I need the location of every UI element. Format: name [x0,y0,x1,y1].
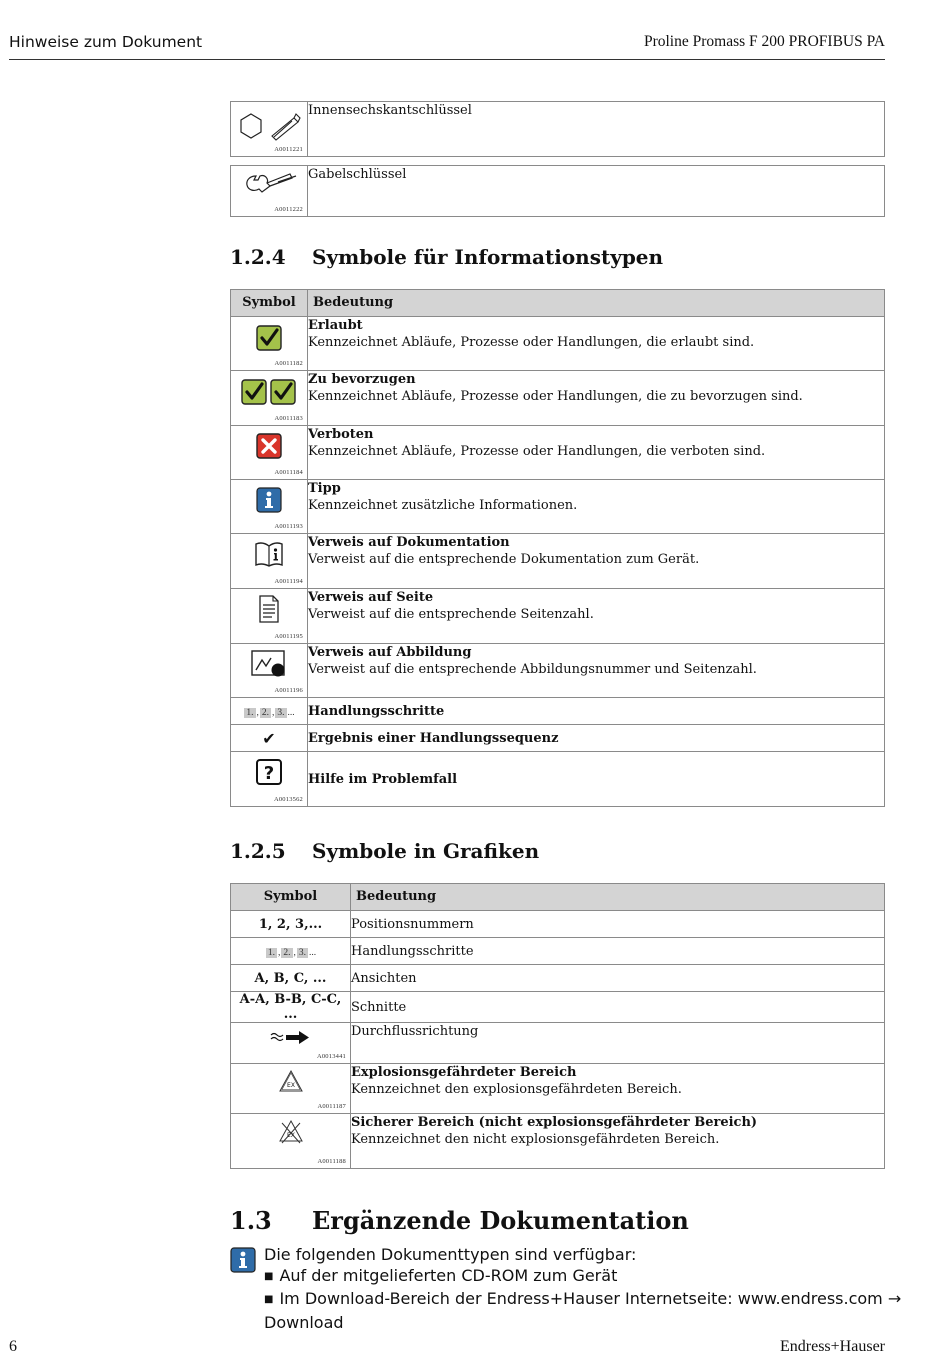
symbol-cell [231,644,308,698]
figure-code: A0011195 [274,633,303,640]
table-row [231,698,885,725]
meaning-desc: Handlungsschritte [351,938,885,965]
note-list-item: ■ Im Download-Bereich der Endress+Hauser Internetseite: www.endress.com → Download [264,1289,950,1333]
section-title: Symbole für Informationstypen [312,245,664,269]
meaning-cell [308,644,885,698]
meaning-desc: Ansichten [351,965,885,992]
footer-brand: Endress+Hauser [780,1338,885,1355]
meaning-desc: Schnitte [351,992,885,1023]
meaning-desc: Kennzeichnet Abläufe, Prozesse oder Handlungen, die erlaubt sind. [308,335,755,350]
meaning-cell [308,426,885,480]
meaning-title: Verweis auf Dokumentation [308,535,510,550]
meaning-title: Handlungsschritte [308,698,885,725]
symbol-cell [231,480,308,534]
symbol-cell [231,1114,351,1169]
section-title: Ergänzende Dokumentation [312,1206,689,1235]
col-header-symbol: Symbol [231,884,351,911]
section-title: Symbole in Grafiken [312,839,540,863]
col-header-meaning: Bedeutung [351,884,885,911]
symbol-text: 1, 2, 3,... [231,911,351,938]
meaning-cell [308,317,885,371]
meaning-title: Hilfe im Problemfall [308,752,885,807]
meaning-cell [308,589,885,644]
table-row [231,1023,885,1064]
figure-code: A0011187 [317,1103,346,1110]
note-list-item: ■ Auf der mitgelieferten CD-ROM zum Gerät [264,1266,950,1290]
section-heading-1-3 [230,1206,689,1235]
figure-code: A0011196 [274,687,303,694]
running-header-section: Hinweise zum Dokument [9,33,203,51]
meaning-title: Erlaubt [308,318,363,333]
tool-symbol-cell [231,102,308,157]
meaning-title: Verboten [308,427,374,442]
note-intro: Die folgenden Dokumenttypen sind verfügbar: [264,1245,637,1264]
table-row [231,911,885,938]
svg-text:EX: EX [286,1082,295,1089]
table-row [231,480,885,534]
step-1: 1. [246,707,254,718]
section-number: 1.2.5 [230,839,286,863]
figure-code: A0011184 [274,469,303,476]
graphics-symbols-table [230,883,885,1169]
meaning-cell [351,1114,885,1169]
step-2: 2. [261,707,269,718]
symbol-cell [231,371,308,426]
table-row [231,752,885,807]
figure-code: A0011183 [274,415,303,422]
symbol-text: A-A, B-B, C-C, ... [231,992,351,1023]
table-row [231,992,885,1023]
table-row [231,1114,885,1169]
meaning-cell [308,480,885,534]
meaning-desc: Kennzeichnet Abläufe, Prozesse oder Handlungen, die zu bevorzugen sind. [308,389,803,404]
col-header-symbol: Symbol [231,290,308,317]
meaning-title: Verweis auf Seite [308,590,434,605]
header-rule [9,59,885,60]
step-1: 1. [267,947,275,958]
symbol-cell [231,1064,351,1114]
open-end-wrench-icon [234,168,304,202]
tool-label: Innensechskantschlüssel [308,102,885,157]
info-icon [230,1247,256,1273]
figure-code: A0011188 [317,1158,346,1165]
svg-text:EX: EX [286,1132,295,1139]
help-question-icon [256,759,282,785]
meaning-title: Explosionsgefährdeter Bereich [351,1065,577,1080]
tool-label: Gabelschlüssel [308,166,885,217]
step-ellipsis: ... [287,707,295,718]
meaning-cell [351,1064,885,1114]
figure-code: A0011182 [274,360,303,367]
symbol-cell [231,589,308,644]
table-row [231,534,885,589]
figure-code: A0011194 [274,578,303,585]
table-row [231,1064,885,1114]
figure-code: A0013441 [316,1053,346,1060]
symbol-cell [231,1023,351,1064]
symbol-cell [231,938,351,965]
meaning-title: Ergebnis einer Handlungssequenz [308,725,885,752]
svg-text:?: ? [263,763,275,784]
step-numbers: 1. , 2. , 3. ... [246,707,295,718]
tool-table-wrench [230,165,885,217]
section-number: 1.3 [230,1206,272,1235]
section-heading-1-2-5 [230,839,539,863]
meaning-desc: Kennzeichnet den nicht explosionsgefährdeten Bereich. [351,1132,720,1147]
step-3: 3. [298,947,306,958]
table-row [231,426,885,480]
check-icon [256,325,282,351]
step-ellipsis: ... [309,947,317,958]
symbol-cell [231,698,308,725]
info-types-table [230,289,885,807]
step-2: 2. [283,947,291,958]
table-row [231,938,885,965]
tool-code: A0011221 [274,146,303,153]
symbol-text: A, B, C, ... [231,965,351,992]
meaning-title: Sicherer Bereich (nicht explosionsgefährdeter Bereich) [351,1115,758,1130]
section-number: 1.2.4 [230,245,286,269]
meaning-title: Tipp [308,481,341,496]
symbol-cell [231,317,308,371]
table-row [231,725,885,752]
table-row [231,317,885,371]
meaning-cell [308,534,885,589]
note-block [264,1245,950,1333]
meaning-desc: Durchflussrichtung [351,1023,885,1064]
step-3: 3. [277,707,285,718]
symbol-cell [231,534,308,589]
meaning-desc: Verweist auf die entsprechende Seitenzahl. [308,607,594,622]
table-row [231,965,885,992]
meaning-desc: Kennzeichnet den explosionsgefährdeten Bereich. [351,1082,682,1097]
table-row [231,644,885,698]
meaning-desc: Verweist auf die entsprechende Dokumentation zum Gerät. [308,552,700,567]
page-icon [258,595,280,623]
running-header-product: Proline Promass F 200 PROFIBUS PA [643,33,885,50]
flow-direction-icon [269,1030,313,1046]
result-check-symbol: ✔ [231,725,308,752]
page-number: 6 [9,1338,17,1355]
double-check-icon [241,379,297,405]
section-heading-1-2-4 [230,245,663,269]
hex-key-icon [234,106,304,146]
tool-code: A0011222 [274,206,303,213]
forbidden-cross-icon [256,433,282,459]
meaning-title: Verweis auf Abbildung [308,645,472,660]
meaning-desc: Kennzeichnet zusätzliche Informationen. [308,498,578,513]
tool-symbol-cell [231,166,308,217]
meaning-desc: Kennzeichnet Abläufe, Prozesse oder Handlungen, die verboten sind. [308,444,766,459]
meaning-cell [308,371,885,426]
info-icon [256,487,282,513]
col-header-meaning: Bedeutung [308,290,885,317]
ex-zone-icon [278,1069,304,1093]
safe-zone-icon [278,1119,304,1145]
table-row [231,589,885,644]
step-numbers: 1. , 2. , 3. ... [267,947,317,958]
table-row [231,371,885,426]
meaning-desc: Positionsnummern [351,911,885,938]
figure-icon [251,650,287,678]
figure-code: A0013562 [273,796,303,803]
book-info-icon [254,540,284,568]
symbol-cell [231,752,308,807]
symbol-cell [231,426,308,480]
meaning-desc: Verweist auf die entsprechende Abbildungsnummer und Seitenzahl. [308,662,757,677]
figure-code: A0011193 [274,523,303,530]
tool-table-hex-key [230,101,885,157]
meaning-title: Zu bevorzugen [308,372,416,387]
